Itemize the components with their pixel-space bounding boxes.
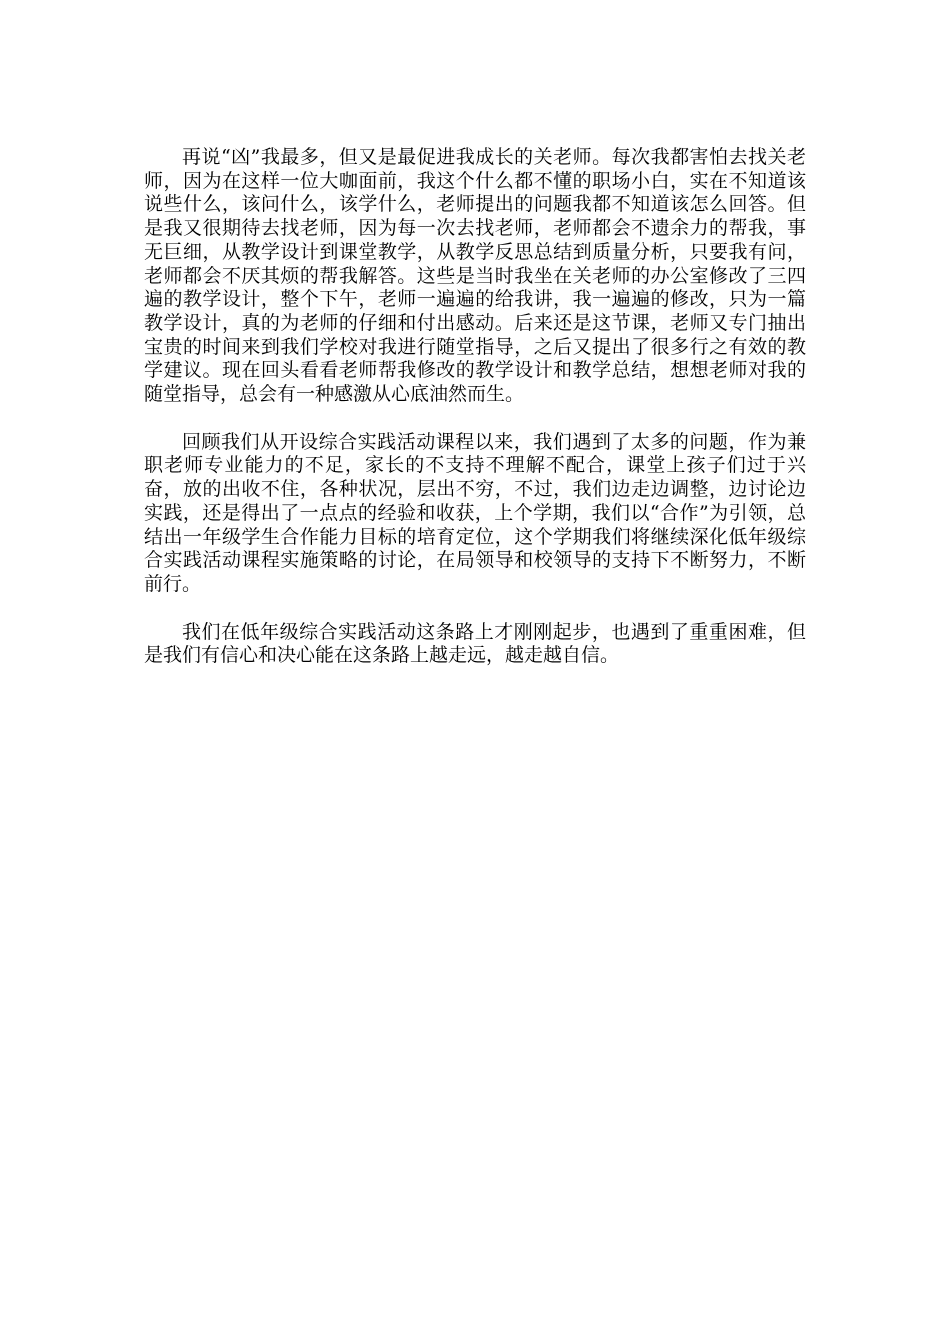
document-body xyxy=(144,146,806,668)
paragraph-course-review: 回顾我们从开设综合实践活动课程以来，我们遇到了太多的问题，作为兼职老师专业能力的不足，家长的不支持不理解不配合，课堂上孩子们过于兴奋，放的出收不住，各种状况，层出不穷，不过，我们边走边调整，边讨论边实践，还是得出了一点点的经验和收获，上个学期，我们以“合作”为引领，总结出一年级学生合作能力目标的培育定位，这个学期我们将继续深化低年级综合实践活动课程实施策略的讨论，在局领导和校领导的支持下不断努力，不断前行。 xyxy=(144,430,806,595)
paragraph-closing: 我们在低年级综合实践活动这条路上才刚刚起步，也遇到了重重困难，但是我们有信心和决心能在这条路上越走远，越走越自信。 xyxy=(144,620,806,667)
paragraph-mentor-guan: 再说“凶”我最多，但又是最促进我成长的关老师。每次我都害怕去找关老师，因为在这样一位大咖面前，我这个什么都不懂的职场小白，实在不知道该说些什么，该问什么，该学什么，老师提出的问题我都不知道该怎么回答。但是我又很期待去找老师，因为每一次去找老师，老师都会不遗余力的帮我，事无巨细，从教学设计到课堂教学，从教学反思总结到质量分析，只要我有问，老师都会不厌其烦的帮我解答。这些是当时我坐在关老师的办公室修改了三四遍的教学设计，整个下午，老师一遍遍的给我讲，我一遍遍的修改，只为一篇教学设计，真的为老师的仔细和付出感动。后来还是这节课，老师又专门抽出宝贵的时间来到我们学校对我进行随堂指导，之后又提出了很多行之有效的教学建议。现在回头看看老师帮我修改的教学设计和教学总结，想想老师对我的随堂指导，总会有一种感激从心底油然而生。 xyxy=(144,146,806,406)
